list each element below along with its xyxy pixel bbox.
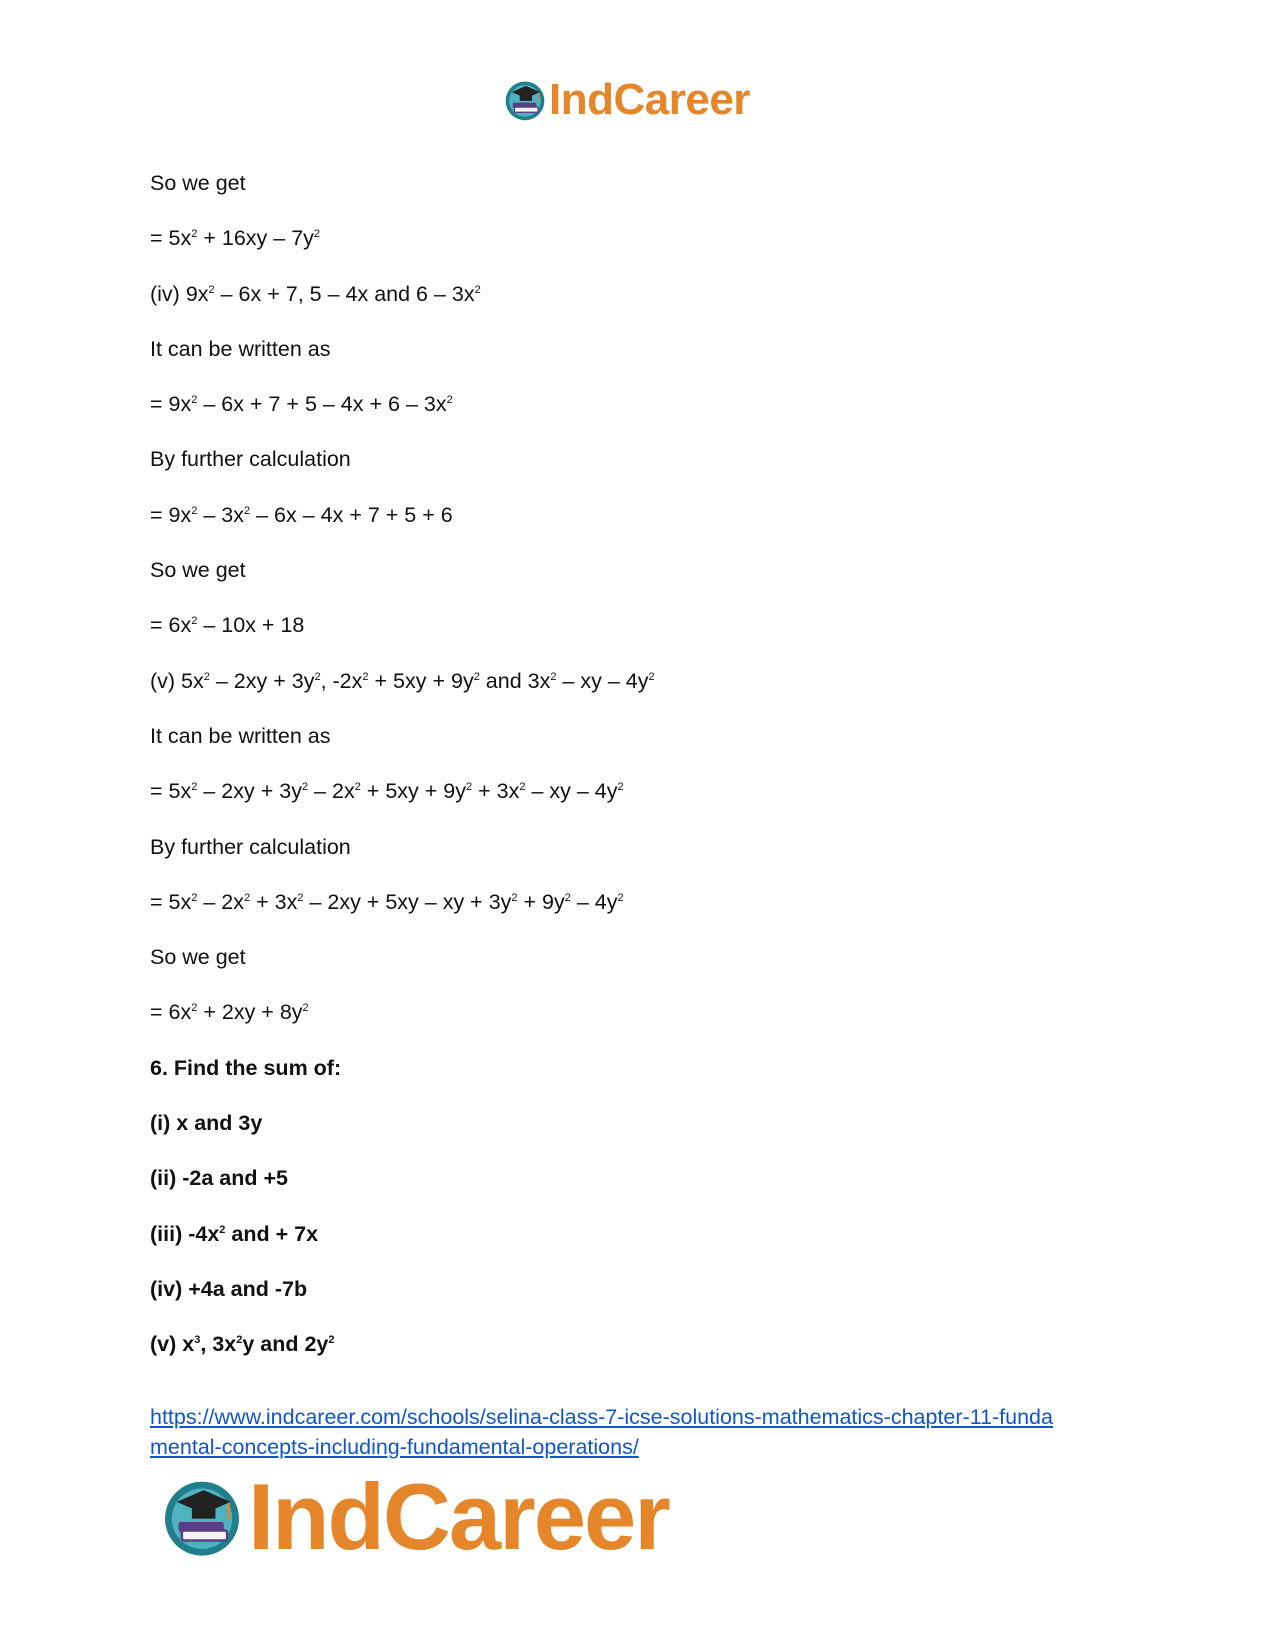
graduation-cap-books-icon	[503, 78, 547, 122]
solution-line: (v) $5x^2 - 2xy + 3y^2$, $-2x^2 + 5xy + 9y^2$ and $3x^2$ – xy – $4y^2$	[150, 668, 655, 693]
solution-line: = $5x^2 - 2xy + 3y^2 - 2x^2 + 5xy + 9y^2 + 3x^2$ – xy – $4y^2$	[150, 779, 624, 804]
question-line: (iii) $-4x^2$ and + 7x	[150, 1221, 319, 1246]
source-link-line-2: mental-concepts-including-fundamental-operations/	[150, 1435, 639, 1459]
solution-line: = $9x^2 - 3x^2 - 6x - 4x + 7 + 5 + 6$	[150, 502, 453, 527]
solution-line: By further calculation	[150, 447, 351, 472]
footer-logo-text: IndCareer	[248, 1464, 669, 1569]
solution-line: = $5x^2 - 2x^2 + 3x^2 - 2xy + 5xy$ – xy + $3y^2 + 9y^2 - 4y^2$	[150, 889, 624, 914]
source-link-block	[150, 1402, 1150, 1462]
header-logo-text: IndCareer	[549, 75, 750, 124]
graduation-cap-books-icon	[160, 1475, 244, 1559]
source-link[interactable]	[150, 1405, 1053, 1459]
solution-line: = $6x^2 + 2xy + 8y^2$	[150, 1000, 309, 1025]
solution-line: So we get	[150, 945, 246, 970]
solution-line: By further calculation	[150, 834, 351, 859]
source-link-line-1: https://www.indcareer.com/schools/selina-class-7-icse-solutions-mathematics-chapter-11-funda	[150, 1405, 1053, 1429]
solution-line: It can be written as	[150, 723, 331, 748]
question-line: (v) $x^3$, $3x^2y$ and $2y^2$	[150, 1332, 335, 1357]
solution-line: = $5x^2 + 16xy - 7y^2$	[150, 226, 321, 251]
question-line: (ii) -2a and +5	[150, 1166, 288, 1191]
solution-line: So we get	[150, 171, 246, 195]
solution-line: = $9x^2 - 6x + 7 + 5 - 4x + 6 - 3x^2$	[150, 392, 453, 417]
question-line: (iv) +4a and -7b	[150, 1276, 308, 1301]
footer-logo	[160, 1464, 669, 1569]
solution-line: So we get	[150, 558, 246, 583]
question-line: (i) x and 3y	[150, 1111, 263, 1136]
question-line: 6. Find the sum of:	[150, 1055, 342, 1080]
header-logo	[503, 75, 750, 124]
solution-line: = $6x^2 - 10x + 18$	[150, 613, 305, 638]
document-body	[150, 170, 1150, 1387]
solution-line: (iv) $9x^2 - 6x + 7$, 5 – 4x and $6 - 3x^2$	[150, 281, 481, 306]
solution-line: It can be written as	[150, 336, 331, 361]
